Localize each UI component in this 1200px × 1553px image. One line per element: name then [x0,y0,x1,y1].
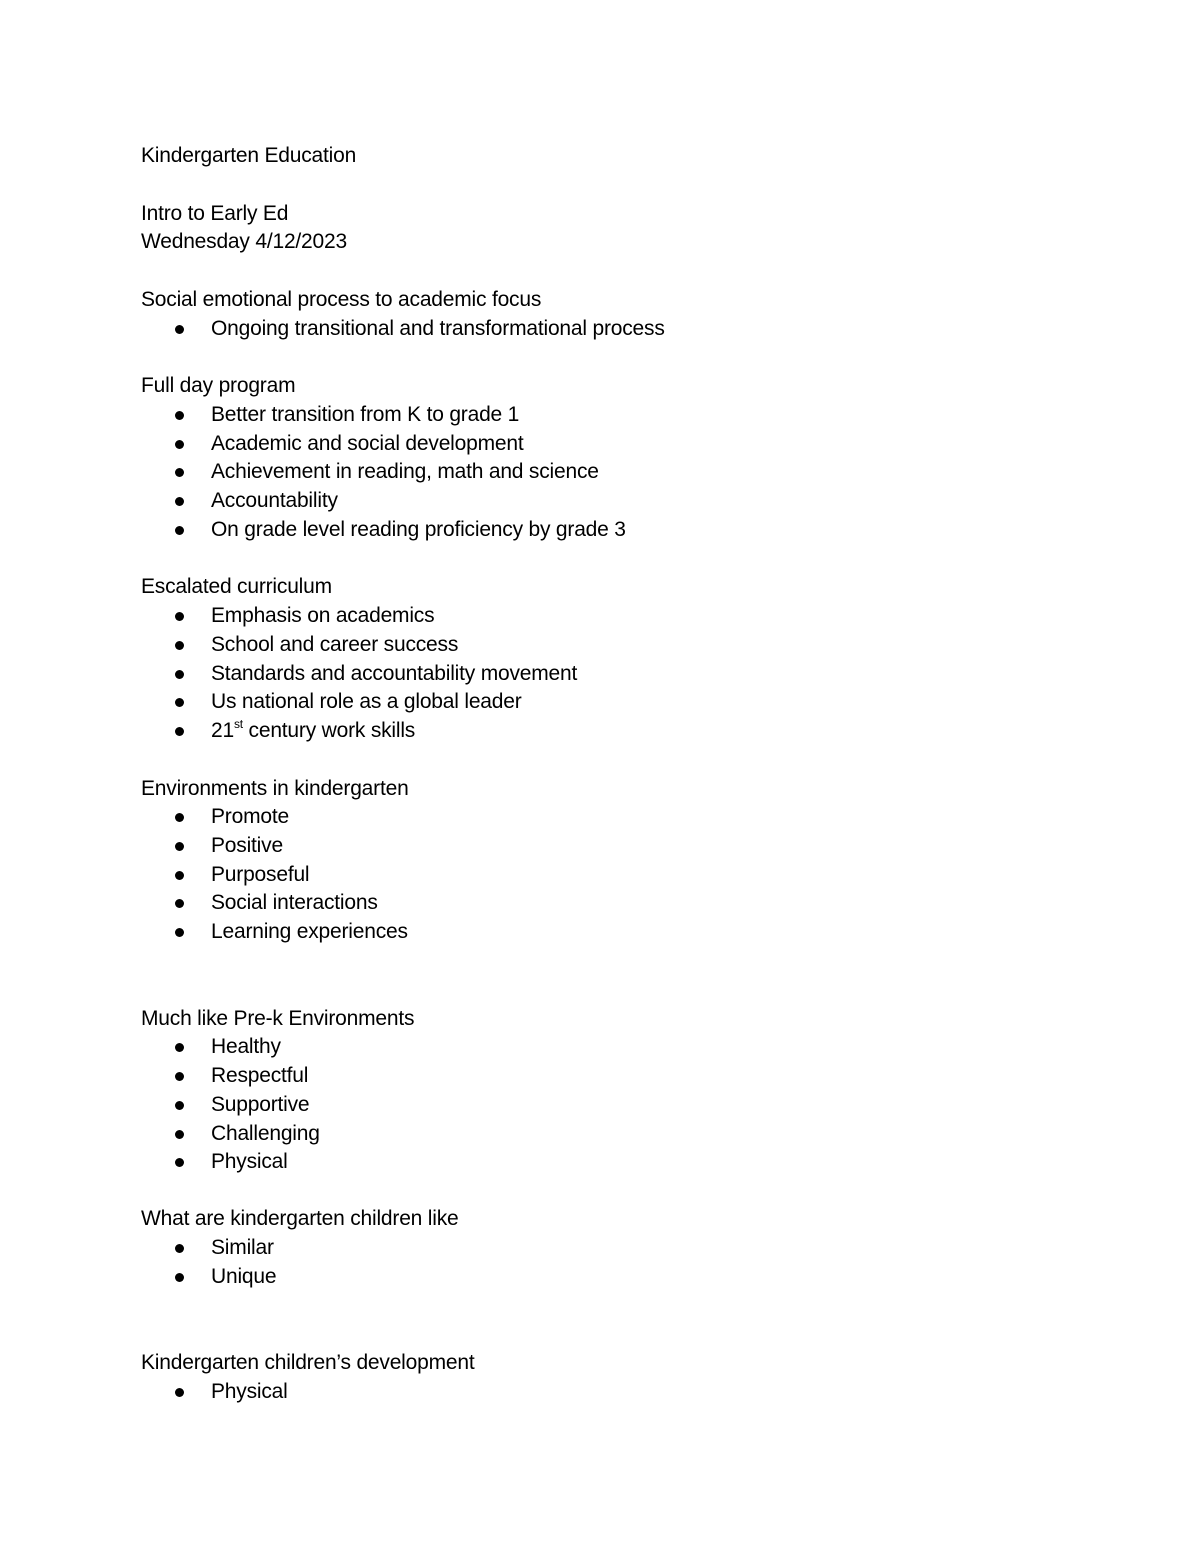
bullet-icon [175,1043,184,1052]
list-item-text: Healthy [211,1035,281,1058]
list-item-text: Supportive [211,1093,310,1116]
bullet-icon [175,1388,184,1397]
list-item-text: Promote [211,805,289,828]
list-item-text: Academic and social development [211,432,524,455]
bullet-icon [175,411,184,420]
bullet-icon [175,813,184,822]
bullet-icon [175,325,184,334]
list-item-text: Us national role as a global leader [211,690,522,713]
bullet-icon [175,1101,184,1110]
bullet-icon [175,641,184,650]
bullet-icon [175,899,184,908]
bullet-icon [175,612,184,621]
ordinal-suffix: st [233,717,243,731]
bullet-icon [175,1130,184,1139]
list-item-text-rest: century work skills [242,719,416,742]
list-item-text: Challenging [211,1122,320,1145]
list-item-text: Purposeful [211,863,310,886]
bullet-icon [175,1244,184,1253]
list-item-text: Ongoing transitional and transformational process [211,317,665,340]
ordinal-number: 21 [211,719,234,742]
bullet-icon [175,698,184,707]
bullet-icon [175,1158,184,1167]
section-heading: Full day program [141,374,296,397]
list-item-text: Achievement in reading, math and science [211,460,599,483]
section-heading: Kindergarten children’s development [141,1351,475,1374]
list-item-text [211,717,415,745]
list-item-text: Standards and accountability movement [211,662,578,685]
bullet-icon [175,871,184,880]
bullet-icon [175,727,184,736]
list-item-text: Learning experiences [211,920,408,943]
bullet-icon [175,468,184,477]
section-heading: Escalated curriculum [141,575,332,598]
list-item-text: Unique [211,1265,277,1288]
bullet-icon [175,497,184,506]
list-item-text: Physical [211,1380,288,1403]
list-item-text: Positive [211,834,283,857]
list-item-text: Better transition from K to grade 1 [211,403,520,426]
section-heading: Social emotional process to academic focus [141,288,542,311]
course-name: Intro to Early Ed [141,202,289,225]
lecture-date: Wednesday 4/12/2023 [141,230,347,253]
document-title: Kindergarten Education [141,144,357,167]
bullet-icon [175,440,184,449]
bullet-icon [175,1072,184,1081]
list-item-text: Accountability [211,489,338,512]
list-item-text: School and career success [211,633,459,656]
list-item-text: Physical [211,1150,288,1173]
list-item-text: On grade level reading proficiency by grade 3 [211,518,626,541]
list-item-text: Similar [211,1236,274,1259]
bullet-icon [175,1273,184,1282]
bullet-icon [175,928,184,937]
bullet-icon [175,842,184,851]
list-item-text: Social interactions [211,891,378,914]
list-item-text: Emphasis on academics [211,604,435,627]
section-heading: Much like Pre-k Environments [141,1007,415,1030]
bullet-icon [175,670,184,679]
list-item-text: Respectful [211,1064,309,1087]
bullet-icon [175,526,184,535]
section-heading: Environments in kindergarten [141,777,409,800]
section-heading: What are kindergarten children like [141,1207,459,1230]
